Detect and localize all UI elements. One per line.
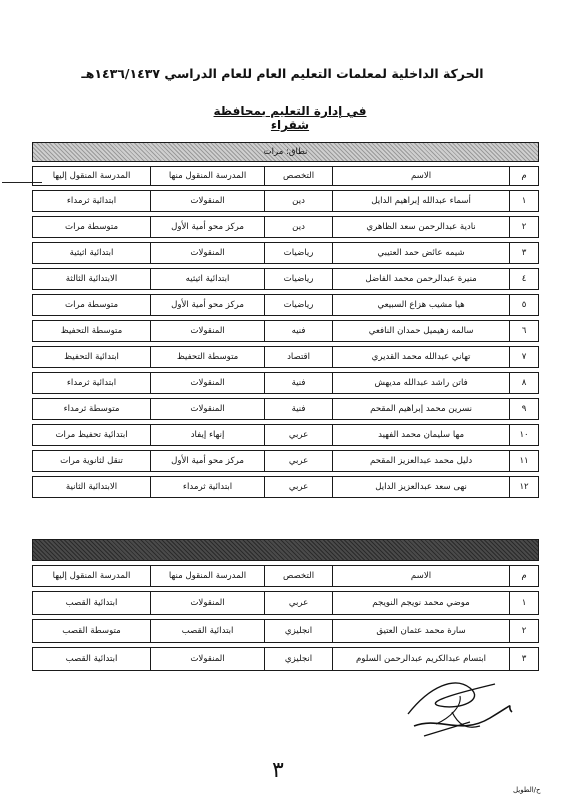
row-from-school: إنهاء إيفاد: [150, 424, 264, 446]
header-name: الاسم: [332, 166, 509, 186]
row-specialty: عربي: [264, 591, 332, 615]
header-specialty: التخصص: [264, 565, 332, 587]
row-num: ٩: [509, 398, 539, 420]
row-specialty: انجليزي: [264, 647, 332, 671]
row-name: نهى سعد عبدالعزيز الدايل: [332, 476, 509, 498]
table-row: [32, 398, 539, 420]
row-name: ابتسام عبدالكريم عبدالرحمن السلوم: [332, 647, 509, 671]
row-to-school: الابتدائية الثالثة: [32, 268, 150, 290]
row-from-school: المنقولات: [150, 591, 264, 615]
row-num: ٢: [509, 216, 539, 238]
row-from-school: المنقولات: [150, 372, 264, 394]
row-specialty: رياضيات: [264, 294, 332, 316]
row-specialty: رياضيات: [264, 268, 332, 290]
header-num: م: [509, 565, 539, 587]
row-specialty: فنية: [264, 372, 332, 394]
row-name: منيرة عبدالرحمن محمد الفاضل: [332, 268, 509, 290]
row-from-school: مركز محو أمية الأول: [150, 450, 264, 472]
row-name: سارة محمد عثمان العتيق: [332, 619, 509, 643]
row-name: فاتن راشد عبدالله مديهش: [332, 372, 509, 394]
row-to-school: ابتدائية القصب: [32, 591, 150, 615]
footer-code: ح/الطويل: [513, 786, 541, 794]
header-from-school: المدرسة المنقول منها: [150, 166, 264, 186]
table-row: [32, 190, 539, 212]
row-name: أسماء عبدالله إبراهيم الدايل: [332, 190, 509, 212]
table-row: [32, 372, 539, 394]
header-name: الاسم: [332, 565, 509, 587]
table-row: [32, 242, 539, 264]
row-num: ٣: [509, 242, 539, 264]
row-num: ٥: [509, 294, 539, 316]
row-to-school: ابتدائية القصب: [32, 647, 150, 671]
header-to-school: المدرسة المنقول إليها: [32, 166, 150, 186]
row-to-school: الابتدائية الثانية: [32, 476, 150, 498]
row-num: ٨: [509, 372, 539, 394]
row-to-school: متوسطة مرات: [32, 216, 150, 238]
row-from-school: مركز محو أمية الأول: [150, 294, 264, 316]
header-specialty: التخصص: [264, 166, 332, 186]
row-name: سالمه زهيميل حمدان النافعي: [332, 320, 509, 342]
row-specialty: رياضيات: [264, 242, 332, 264]
row-num: ٤: [509, 268, 539, 290]
row-from-school: متوسطة التحفيظ: [150, 346, 264, 368]
row-specialty: عربي: [264, 450, 332, 472]
row-from-school: ابتدائية القصب: [150, 619, 264, 643]
document-title: الحركة الداخلية لمعلمات التعليم العام للعام الدراسي ١٤٣٦/١٤٣٧هـ: [81, 66, 484, 81]
row-name: موضي محمد نويجم النويجم: [332, 591, 509, 615]
row-num: ٦: [509, 320, 539, 342]
document-subtitle: في إدارة التعليم بمحافظة شقراء: [213, 104, 367, 132]
row-name: تهاني عبدالله محمد القديري: [332, 346, 509, 368]
row-num: ٢: [509, 619, 539, 643]
row-specialty: دين: [264, 216, 332, 238]
table-row: [32, 424, 539, 446]
row-num: ١١: [509, 450, 539, 472]
row-to-school: ابتدائية تحفيظ مرات: [32, 424, 150, 446]
row-to-school: متوسطة التحفيظ: [32, 320, 150, 342]
row-to-school: متوسطة القصب: [32, 619, 150, 643]
row-from-school: المنقولات: [150, 398, 264, 420]
banner-shaded: [32, 539, 539, 561]
row-specialty: عربي: [264, 424, 332, 446]
row-to-school: ابتدائية ثرمداء: [32, 190, 150, 212]
row-from-school: المنقولات: [150, 190, 264, 212]
row-specialty: عربي: [264, 476, 332, 498]
row-name: نادية عبدالرحمن سعد الظاهري: [332, 216, 509, 238]
transfers-table-marat: [32, 138, 539, 502]
table-row: [32, 268, 539, 290]
header-to-school: المدرسة المنقول إليها: [32, 565, 150, 587]
row-name: هيا مشيب هزاع السبيعي: [332, 294, 509, 316]
table-row: [32, 320, 539, 342]
row-name: دليل محمد عبدالعزيز المقحم: [332, 450, 509, 472]
row-name: نسرين محمد إبراهيم المقحم: [332, 398, 509, 420]
table-row: [32, 216, 539, 238]
row-name: شيمه عائض حمد العتيبي: [332, 242, 509, 264]
header-num: م: [509, 166, 539, 186]
row-num: ١٠: [509, 424, 539, 446]
table-banner: [32, 539, 539, 561]
table-row: [32, 294, 539, 316]
row-specialty: انجليزي: [264, 619, 332, 643]
row-from-school: مركز محو أمية الأول: [150, 216, 264, 238]
row-to-school: ابتدائية اثيثية: [32, 242, 150, 264]
table-row: [32, 450, 539, 472]
row-specialty: اقتصاد: [264, 346, 332, 368]
row-specialty: فنيه: [264, 320, 332, 342]
row-num: ١: [509, 190, 539, 212]
table-row: [32, 591, 539, 615]
table-banner: [32, 142, 539, 162]
row-from-school: المنقولات: [150, 647, 264, 671]
row-to-school: متوسطة ثرمداء: [32, 398, 150, 420]
row-from-school: المنقولات: [150, 242, 264, 264]
transfers-table-qasab: [32, 535, 539, 675]
handwritten-signature: [400, 666, 520, 746]
row-num: ٧: [509, 346, 539, 368]
row-specialty: فنية: [264, 398, 332, 420]
row-to-school: تنقل لثانوية مرات: [32, 450, 150, 472]
table-row: [32, 346, 539, 368]
row-from-school: ابتدائية اثيثيه: [150, 268, 264, 290]
row-from-school: ابتدائية ثرمداء: [150, 476, 264, 498]
row-name: مها سليمان محمد الفهيد: [332, 424, 509, 446]
table-header-row: [32, 565, 539, 587]
row-to-school: ابتدائية التحفيظ: [32, 346, 150, 368]
row-num: ١٢: [509, 476, 539, 498]
header-from-school: المدرسة المنقول منها: [150, 565, 264, 587]
row-from-school: المنقولات: [150, 320, 264, 342]
table-row: [32, 619, 539, 643]
row-specialty: دين: [264, 190, 332, 212]
row-num: ١: [509, 591, 539, 615]
row-num: ٣: [509, 647, 539, 671]
page-number: ٣: [272, 758, 284, 783]
row-to-school: متوسطة مرات: [32, 294, 150, 316]
banner-label: نطاق: مرات: [32, 142, 539, 162]
row-to-school: ابتدائية ثرمداء: [32, 372, 150, 394]
table-header-row: [32, 166, 539, 186]
table-row: [32, 476, 539, 498]
